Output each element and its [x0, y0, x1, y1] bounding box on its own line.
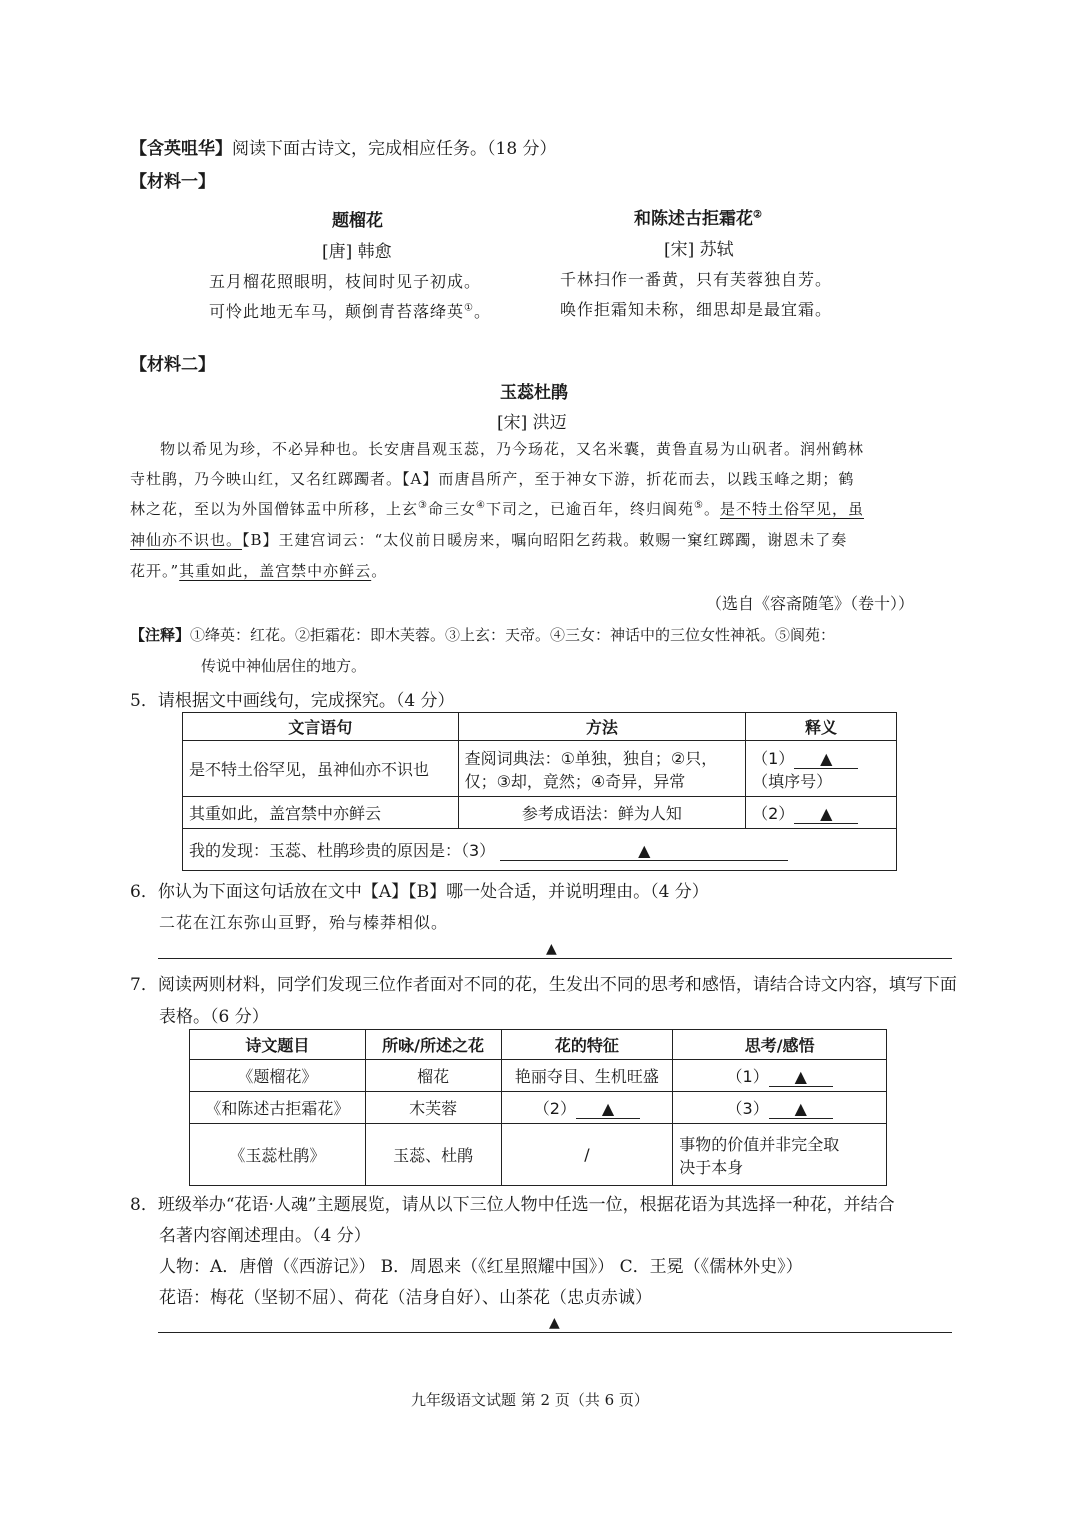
method-line: 仅；③却，竟然；④奇异，异常 — [464, 771, 686, 791]
question-7-stem-cont: 表格。（6 分） — [159, 1007, 269, 1027]
table-cell — [673, 1124, 887, 1186]
prose-text: 林之花，至以为外国僧钵盂中所移，上玄 — [130, 500, 419, 518]
question-6-sentence: 二花在江东弥山亘野，殆与榛莽相似。 — [159, 913, 449, 932]
answer-cell[interactable] — [501, 1092, 673, 1124]
prose-text: 。 — [371, 562, 388, 580]
answer-blank[interactable]: ▲ — [500, 841, 788, 861]
poem2-author: [宋] 苏轼 — [664, 240, 734, 260]
thought-line: 决于本身 — [679, 1157, 744, 1177]
question-7-stem: 7．阅读两则材料，同学们发现三位作者面对不同的花，生发出不同的思考和感悟，请结合诗文内容，填写下面 — [130, 975, 957, 995]
answer-cell[interactable] — [673, 1092, 887, 1124]
answer-number: （1） — [726, 1067, 769, 1086]
answer-blank[interactable]: ▲ — [769, 1099, 833, 1119]
question-5-table — [182, 712, 897, 871]
footnote-marker: ② — [753, 209, 762, 221]
answer-mark: ▲ — [549, 1315, 560, 1331]
footnote-marker: ④ — [476, 500, 486, 511]
question-6-stem: 6．你认为下面这句话放在文中【A】【B】哪一处合适，并说明理由。（4 分） — [130, 882, 709, 902]
answer-cell[interactable] — [746, 797, 897, 829]
answer-number: （2） — [533, 1099, 576, 1118]
table-header: 所咏/所述之花 — [365, 1030, 501, 1060]
page-footer: 九年级语文试题 第 2 页（共 6 页） — [411, 1391, 649, 1409]
table-header: 思考/感悟 — [673, 1030, 887, 1060]
answer-cell[interactable] — [673, 1060, 887, 1092]
section-instruction: 阅读下面古诗文，完成相应任务。（18 分） — [232, 139, 557, 159]
table-row — [190, 1092, 887, 1124]
table-cell — [458, 741, 746, 797]
poem1-line2-end: 。 — [473, 302, 491, 321]
table-row — [190, 1060, 887, 1092]
prose-title: 玉蕊杜鹃 — [500, 383, 568, 403]
prose-source: （选自《容斋随笔》（卷十）） — [706, 594, 915, 613]
thought-line: 事物的价值并非完全取 — [679, 1134, 840, 1154]
table-cell: 玉蕊、杜鹃 — [365, 1124, 501, 1186]
table-cell: 《和陈述古拒霜花》 — [190, 1092, 366, 1124]
answer-line[interactable] — [158, 958, 952, 959]
prose-text: 。 — [703, 500, 720, 518]
poem2-title — [634, 204, 762, 229]
prose-line-1: 物以希见为珍，不必异种也。长安唐昌观玉蕊，乃今玚花，又名米囊，黄鲁直易为山矾者。润州鹤林 — [160, 440, 865, 458]
material2-label: 【材料二】 — [130, 355, 215, 375]
prose-text: 【B】王建宫词云：“太仪前日暖房来，嘱向昭阳乞药栽。敕赐一窠红踯躅，谢恩未了奏 — [242, 531, 848, 549]
answer-blank[interactable]: ▲ — [794, 749, 858, 769]
question-8-stem: 8．班级举办“花语·人魂”主题展览，请从以下三位人物中任选一位，根据花语为其选择一种花，并结合 — [130, 1195, 895, 1215]
table-header: 释义 — [746, 713, 897, 741]
table-header: 方法 — [458, 713, 746, 741]
poem1-line2-text: 可怜此地无车马，颠倒青苔落绛英 — [209, 302, 465, 321]
prose-text: 花开。” — [130, 562, 180, 580]
answer-blank[interactable]: ▲ — [576, 1099, 640, 1119]
question-8-flowers: 花语：梅花（坚韧不屈）、荷花（洁身自好）、山茶花（忠贞赤诚） — [159, 1288, 652, 1308]
table-cell: 艳丽夺目、生机旺盛 — [501, 1060, 673, 1092]
answer-mark: ▲ — [546, 941, 557, 957]
table-cell: 是不特土俗罕见，虽神仙亦不识也 — [183, 741, 459, 797]
prose-author: [宋] 洪迈 — [497, 413, 567, 433]
prose-text: 命三女 — [427, 500, 476, 518]
table-header-row — [190, 1030, 887, 1060]
prose-text: 下司之，已逾百年，终归阆苑 — [485, 500, 694, 518]
material1-label: 【材料一】 — [130, 172, 215, 192]
footnote-marker: ③ — [418, 500, 428, 511]
table-header: 文言语句 — [183, 713, 459, 741]
table-cell: 榴花 — [365, 1060, 501, 1092]
answer-blank[interactable]: ▲ — [769, 1067, 833, 1087]
notes — [130, 624, 835, 645]
underlined-sentence: 是不特土俗罕见，虽 — [719, 500, 864, 518]
table-header-row — [183, 713, 897, 741]
poem1-line2 — [209, 299, 491, 322]
answer-number: （2） — [752, 804, 795, 823]
section-tag: 【含英咀华】 — [130, 139, 232, 159]
finding-cell[interactable] — [183, 829, 897, 871]
table-cell: 《玉蕊杜鹃》 — [190, 1124, 366, 1186]
notes-label: 【注释】 — [130, 626, 191, 644]
finding-text: 我的发现：玉蕊、杜鹃珍贵的原因是：（3） — [189, 841, 496, 860]
answer-blank[interactable]: ▲ — [794, 804, 858, 824]
table-row — [183, 797, 897, 829]
answer-number: （3） — [726, 1099, 769, 1118]
footnote-marker: ⑤ — [693, 500, 704, 511]
question-8-stem-cont: 名著内容阐述理由。（4 分） — [159, 1226, 371, 1246]
poem2-line2: 唤作拒霜知未称，细思却是最宜霜。 — [560, 300, 833, 319]
prose-line-5 — [130, 560, 387, 581]
table-cell: 参考成语法：鲜为人知 — [458, 797, 746, 829]
answer-line[interactable] — [158, 1332, 952, 1333]
question-7-table — [189, 1029, 887, 1186]
poem2-line1: 千林扫作一番黄，只有芙蓉独自芳。 — [560, 270, 833, 289]
underlined-sentence: 神仙亦不识也。 — [130, 531, 243, 549]
footnote-marker: ① — [464, 302, 474, 314]
answer-number: （1） — [752, 748, 795, 768]
answer-hint: （填序号） — [752, 771, 833, 791]
table-cell: 《题榴花》 — [190, 1060, 366, 1092]
method-line: 查阅词典法：①单独，独自；②只， — [464, 748, 718, 768]
section-intro — [130, 134, 557, 159]
poem2-title-text: 和陈述古拒霜花 — [634, 209, 753, 229]
prose-line-2: 寺杜鹃，乃今映山红，又名红踯躅者。【A】而唐昌所产，至于神女下游，折花而去，以践玉峰之期；鹤 — [130, 470, 855, 488]
table-row — [190, 1124, 887, 1186]
poem1-line1: 五月榴花照眼明，枝间时见子初成。 — [209, 272, 482, 291]
table-cell: 其重如此，盖宫禁中亦鲜云 — [183, 797, 459, 829]
poem1-author: [唐] 韩愈 — [322, 242, 392, 262]
table-header: 花的特征 — [501, 1030, 673, 1060]
poem1-title: 题榴花 — [332, 211, 383, 231]
answer-cell[interactable] — [746, 741, 897, 797]
notes-text: ①绛英：红花。②拒霜花：即木芙蓉。③上玄：天帝。④三女：神话中的三位女性神祇。⑤阆苑： — [190, 626, 836, 644]
underlined-sentence: 其重如此，盖宫禁中亦鲜云 — [179, 562, 372, 580]
table-row — [183, 829, 897, 871]
question-8-people: 人物：A．唐僧（《西游记》） B．周恩来（《红星照耀中国》） C．王冕（《儒林外史》） — [159, 1257, 803, 1277]
table-cell: 木芙蓉 — [365, 1092, 501, 1124]
prose-line-4 — [130, 529, 847, 550]
table-row — [183, 741, 897, 797]
question-5-stem: 5．请根据文中画线句，完成探究。（4 分） — [130, 691, 455, 711]
table-header: 诗文题目 — [190, 1030, 366, 1060]
prose-line-3 — [130, 498, 864, 519]
table-cell: / — [501, 1124, 673, 1186]
notes-line-2: 传说中神仙居住的地方。 — [201, 657, 367, 675]
